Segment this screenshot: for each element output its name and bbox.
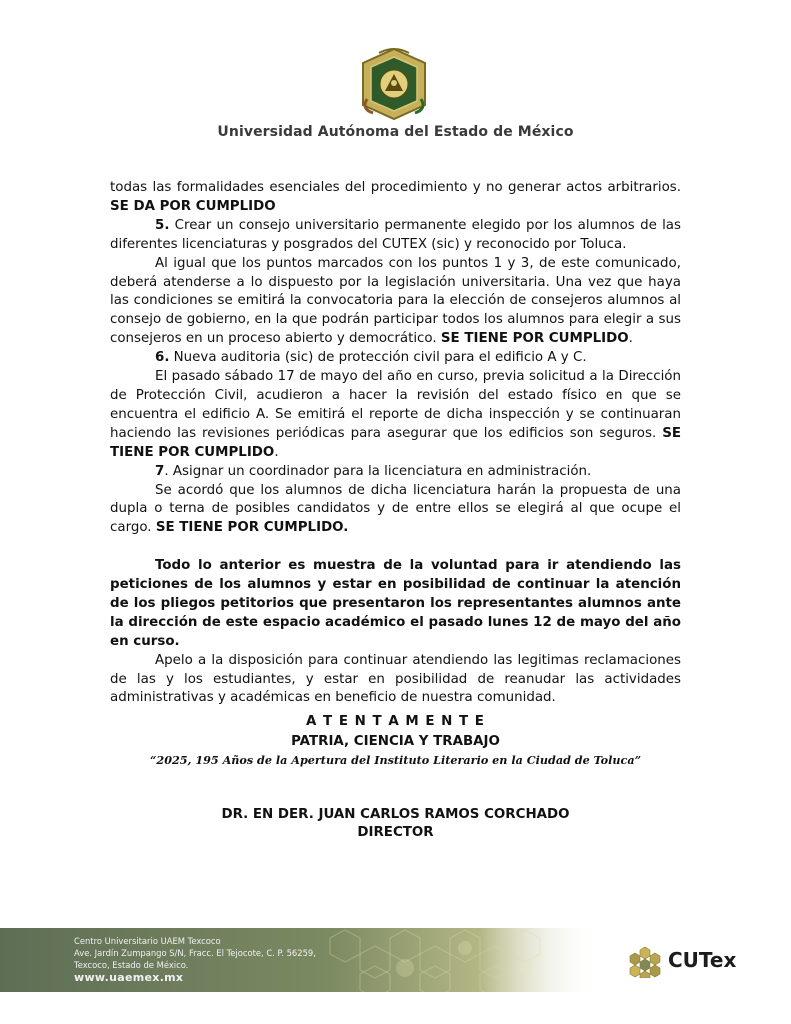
status-fulfilled: SE TIENE POR CUMPLIDO [110, 425, 681, 460]
footer-address [74, 935, 316, 984]
item-7: 7. Asignar un coordinador para la licenciatura en administración. [155, 463, 592, 479]
signer-name: DR. EN DER. JUAN CARLOS RAMOS CORCHADO [221, 807, 570, 822]
salutation: A T E N T A M E N T E [306, 714, 485, 729]
paragraph-civil-protection: El pasado sábado 17 de mayo del año en curso, previa solicitud a la Dirección de Protección Civil, acudieron a hacer la revisión del estado físico en que se encuentra el edificio A. Se emitirá el reporte de dicha inspección y se continuaran haciendo las revisiones periódicas para asegurar que los edificios son seguros. SE TIENE POR CUMPLIDO. [110, 369, 681, 460]
status-fulfilled: SE DA POR CUMPLIDO [110, 198, 276, 214]
motto-year: “2025, 195 Años de la Apertura del Instituto Literario en la Ciudad de Toluca” [149, 753, 642, 767]
footer-line-1: Centro Universitario UAEM Texcoco [74, 936, 221, 946]
paragraph-summary: Todo lo anterior es muestra de la voluntad para ir atendiendo las peticiones de los alumnos y estar en posibilidad de continuar la atención de los pliegos petitorios que presentaron los representantes alumnos ante la dirección de este espacio académico el pasado lunes 12 de mayo del año en curso. [110, 558, 681, 649]
letter-body [110, 179, 681, 708]
paragraph-formalities: todas las formalidades esenciales del procedimiento y no generar actos arbitrarios. SE DA POR CUMPLIDO [110, 180, 681, 214]
status-fulfilled: SE TIENE POR CUMPLIDO. [155, 520, 349, 536]
university-seal-logo [357, 47, 431, 121]
item-5: 5. Crear un consejo universitario permanente elegido por los alumnos de las diferentes licenciaturas y posgrados del CUTEX (sic) y reconocido por Toluca. [110, 217, 681, 252]
footer-line-3: Texcoco, Estado de México. [74, 960, 189, 971]
paragraph-appeal: Apelo a la disposición para continuar atendiendo las legitimas reclamaciones de las y los estudiantes, y estar en posibilidad de reanudar las actividades administrativas y académicas en beneficio de nuestra comunidad. [110, 652, 681, 706]
cutex-brand: CUTex [668, 948, 737, 972]
paragraph-council: Al igual que los puntos marcados con los puntos 1 y 3, de este comunicado, deberá atenderse a lo dispuesto por la legislación universitaria. Una vez que haya las condiciones se emitirá la convocatoria para la elección de consejeros alumnos al consejo de gobierno, en la que podrán participar todos los alumnos para elegir a sus consejeros en un proceso abierto y democrático. SE TIENE POR CUMPLIDO. [110, 255, 681, 347]
status-fulfilled: SE TIENE POR CUMPLIDO [440, 331, 629, 347]
motto-main: PATRIA, CIENCIA Y TRABAJO [291, 734, 500, 749]
paragraph-coordinator: Se acordó que los alumnos de dicha licenciatura harán la propuesta de una dupla o terna de posibles candidatos y de entre ellos se elegirá al que ocupe el cargo. SE TIENE POR CUMPLIDO. [110, 482, 681, 536]
cutex-hexagon-icon [628, 946, 662, 978]
signer-title: DIRECTOR [357, 825, 434, 840]
university-name: Universidad Autónoma del Estado de México [217, 124, 574, 140]
footer-line-2: Ave. Jardín Zumpango S/N, Fracc. El Tejocote, C. P. 56259, [74, 948, 316, 959]
footer-url-link[interactable]: www.uaemex.mx [74, 970, 184, 984]
item-6: 6. Nueva auditoria (sic) de protección civil para el edificio A y C. [155, 350, 587, 366]
